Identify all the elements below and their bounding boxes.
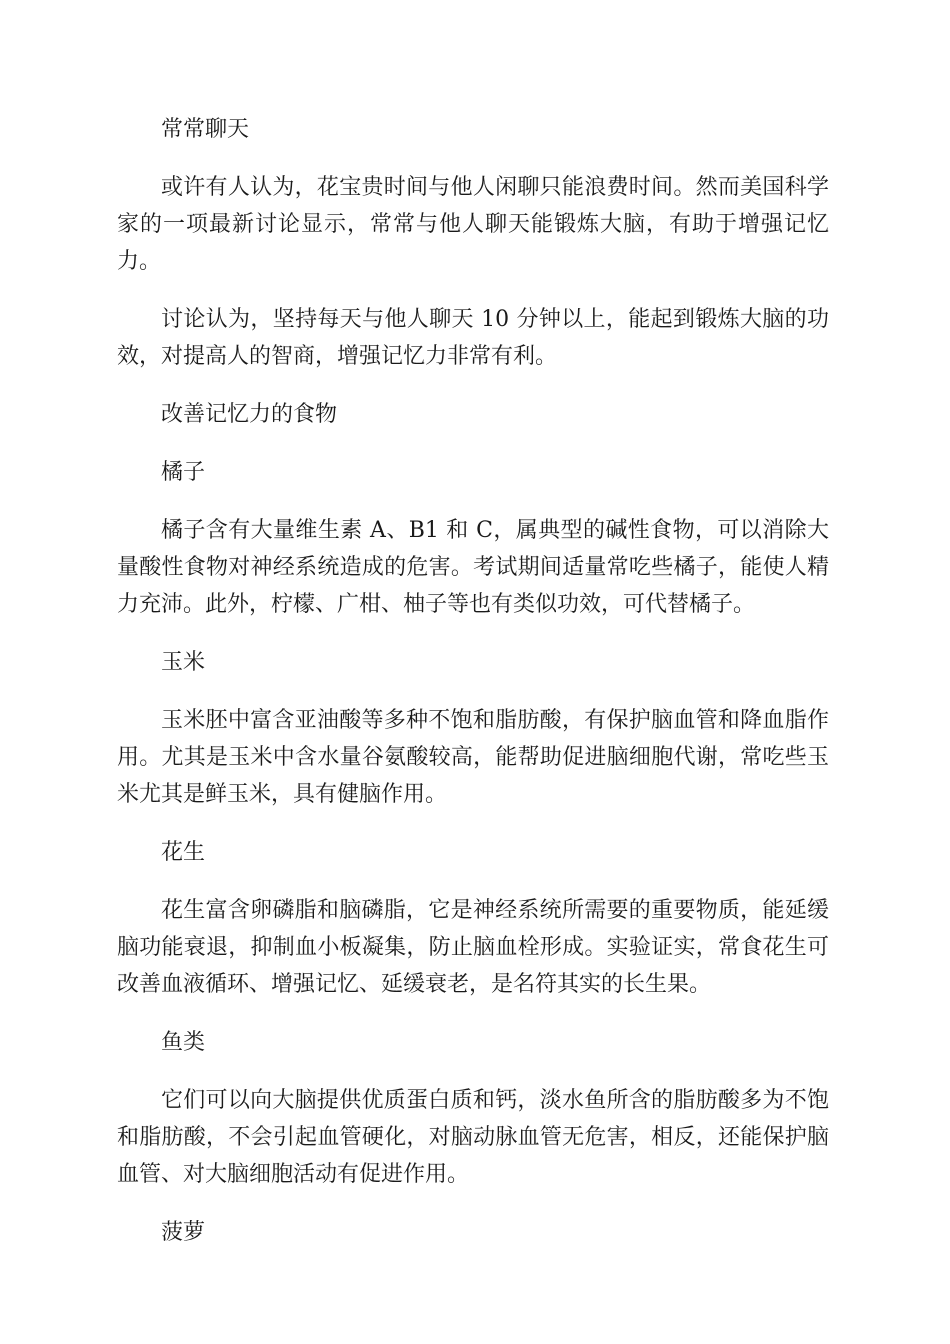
section-heading-fish: 鱼类 (161, 1030, 206, 1055)
section-heading-chat: 常常聊天 (161, 117, 250, 142)
section-heading-pineapple: 菠萝 (161, 1220, 206, 1245)
paragraph-orange: 橘子含有大量维生素 A、B1 和 C，属典型的碱性食物，可以消除大量酸性食物对神经系统造成的危害。考试期间适量常吃些橘子，能使人精力充沛。此外，柠檬、广柑、柚子等也有类似功效，可代替橘子。 (117, 518, 829, 617)
section-heading-peanut: 花生 (161, 840, 206, 865)
paragraph-chat-intro: 或许有人认为，花宝贵时间与他人闲聊只能浪费时间。然而美国科学家的一项最新讨论显示，常常与他人聊天能锻炼大脑，有助于增强记忆力。 (117, 175, 829, 274)
paragraph-chat-study: 讨论认为，坚持每天与他人聊天 10 分钟以上，能起到锻炼大脑的功效，对提高人的智商，增强记忆力非常有利。 (117, 307, 829, 369)
document-page (117, 111, 829, 1272)
section-heading-corn: 玉米 (161, 650, 206, 675)
section-heading-memory-foods: 改善记忆力的食物 (161, 402, 338, 427)
paragraph-fish: 它们可以向大脑提供优质蛋白质和钙，淡水鱼所含的脂肪酸多为不饱和脂肪酸，不会引起血管硬化，对脑动脉血管无危害，相反，还能保护脑血管、对大脑细胞活动有促进作用。 (117, 1088, 829, 1187)
paragraph-peanut: 花生富含卵磷脂和脑磷脂，它是神经系统所需要的重要物质，能延缓脑功能衰退，抑制血小板凝集，防止脑血栓形成。实验证实，常食花生可改善血液循环、增强记忆、延缓衰老，是名符其实的长生果。 (117, 898, 829, 997)
paragraph-corn: 玉米胚中富含亚油酸等多种不饱和脂肪酸，有保护脑血管和降血脂作用。尤其是玉米中含水量谷氨酸较高，能帮助促进脑细胞代谢，常吃些玉米尤其是鲜玉米，具有健脑作用。 (117, 708, 829, 807)
section-heading-orange: 橘子 (161, 460, 206, 485)
